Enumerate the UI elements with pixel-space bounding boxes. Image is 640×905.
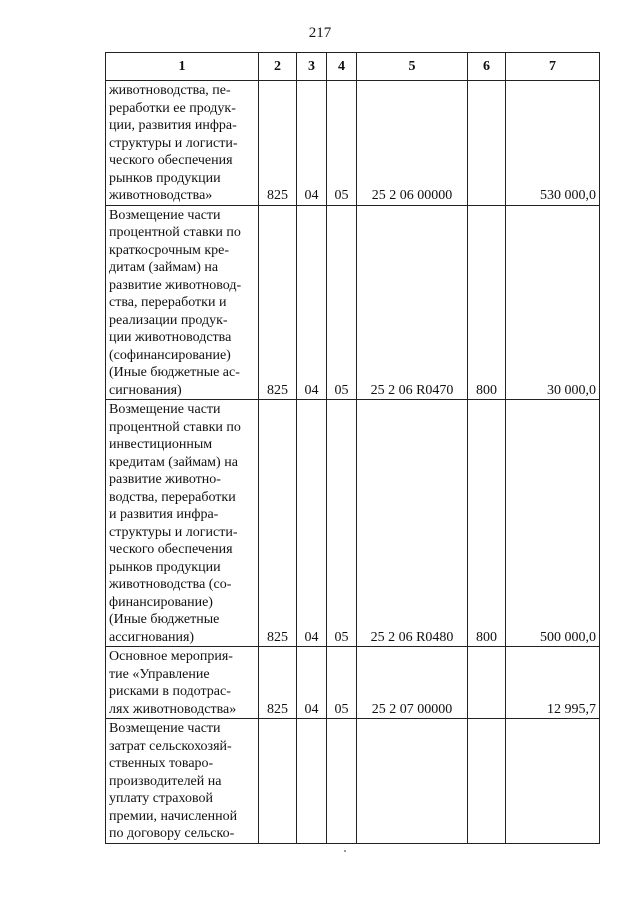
- cell-target-article: 25 2 07 00000: [357, 647, 468, 719]
- row-description: Возмещение части процентной ставки по инвестиционным кредитам (займам) на развитие животно- водства, переработки и развития инфра- структуры и логисти- ческого обеспечения рынков продукции животноводства (со- финансирование) (Иные бюджетные ассигнования): [106, 400, 259, 647]
- cell-target-article: 25 2 06 00000: [357, 81, 468, 206]
- cell-target-article: 25 2 06 R0480: [357, 400, 468, 647]
- cell-amount: 500 000,0: [506, 400, 600, 647]
- table-row: [106, 205, 600, 400]
- cell-expense-type: [468, 719, 506, 844]
- cell-subsection: 05: [327, 647, 357, 719]
- row-description: Возмещение части затрат сельскохозяй- ственных товаро- производителей на уплату страховой премии, начисленной по договору сельско-: [106, 719, 259, 844]
- cell-amount: 530 000,0: [506, 81, 600, 206]
- cell-ministry-code: 825: [259, 81, 297, 206]
- cell-subsection: 05: [327, 400, 357, 647]
- scan-speck: [344, 850, 346, 852]
- budget-table: [105, 52, 600, 844]
- row-description: животноводства, пе- реработки ее продук- ции, развития инфра- структуры и логисти- ческого обеспечения рынков продукции животноводства»: [106, 81, 259, 206]
- cell-expense-type: 800: [468, 400, 506, 647]
- column-header: 6: [468, 53, 506, 81]
- cell-subsection: 05: [327, 205, 357, 400]
- cell-ministry-code: 825: [259, 205, 297, 400]
- page-number: 217: [308, 25, 332, 41]
- column-header: 7: [506, 53, 600, 81]
- cell-expense-type: [468, 647, 506, 719]
- column-header: 4: [327, 53, 357, 81]
- cell-subsection: [327, 719, 357, 844]
- cell-ministry-code: 825: [259, 400, 297, 647]
- cell-section: 04: [297, 81, 327, 206]
- cell-ministry-code: 825: [259, 647, 297, 719]
- header-row: [106, 53, 600, 81]
- table-row: [106, 647, 600, 719]
- cell-amount: [506, 719, 600, 844]
- cell-expense-type: 800: [468, 205, 506, 400]
- cell-target-article: [357, 719, 468, 844]
- cell-section: 04: [297, 205, 327, 400]
- column-header: 5: [357, 53, 468, 81]
- table-row: [106, 719, 600, 844]
- row-description: Возмещение части процентной ставки по краткосрочным кре- дитам (займам) на развитие животновод- ства, переработки и реализации продук- ции животноводства (софинансирование) (Иные бюджетные ас- сигнования): [106, 205, 259, 400]
- row-description: Основное мероприя- тие «Управление рисками в подотрас- лях животноводства»: [106, 647, 259, 719]
- cell-ministry-code: [259, 719, 297, 844]
- table-row: [106, 400, 600, 647]
- column-header: 3: [297, 53, 327, 81]
- table-row: [106, 81, 600, 206]
- cell-amount: 12 995,7: [506, 647, 600, 719]
- cell-target-article: 25 2 06 R0470: [357, 205, 468, 400]
- cell-section: 04: [297, 647, 327, 719]
- cell-subsection: 05: [327, 81, 357, 206]
- cell-amount: 30 000,0: [506, 205, 600, 400]
- column-header: 1: [106, 53, 259, 81]
- cell-section: [297, 719, 327, 844]
- column-header: 2: [259, 53, 297, 81]
- cell-expense-type: [468, 81, 506, 206]
- cell-section: 04: [297, 400, 327, 647]
